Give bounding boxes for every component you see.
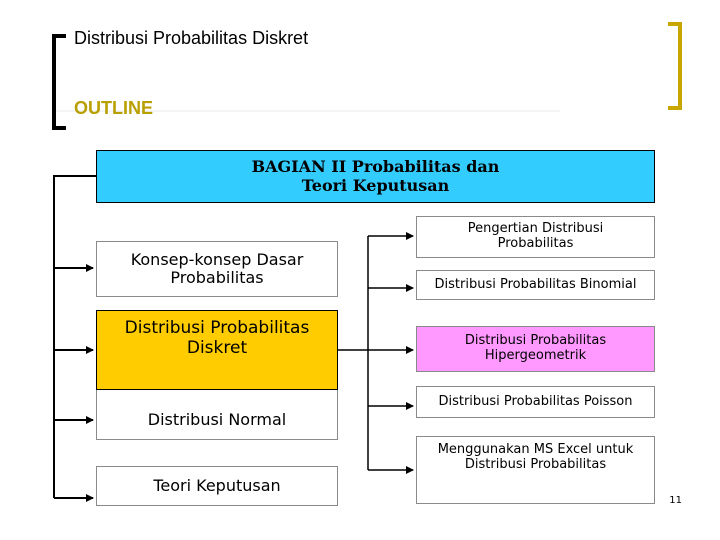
right-bracket <box>668 24 680 108</box>
box-normal-label: Distribusi Normal <box>147 409 287 429</box>
box-konsep-line1: Konsep-konsep Dasar <box>130 249 304 269</box>
box-excel <box>416 436 655 504</box>
box-konsep-dasar <box>96 241 338 297</box>
left-bracket <box>54 36 66 128</box>
box-poisson <box>416 386 655 418</box>
box-pengertian <box>416 216 655 258</box>
box-excel-line2: Distribusi Probabilitas <box>464 456 607 472</box>
box-poisson-label: Distribusi Probabilitas Poisson <box>438 393 633 409</box>
box-distribusi-normal <box>96 390 338 440</box>
box-hipergeometrik <box>416 326 655 372</box>
left-connector-line <box>54 176 96 498</box>
box-binomial-label: Distribusi Probabilitas Binomial <box>434 276 637 292</box>
box-distribusi-diskret <box>96 310 338 390</box>
box-excel-line1: Menggunakan MS Excel untuk <box>437 442 634 457</box>
box-diskret-line2: Diskret <box>186 338 248 358</box>
box-pengertian-line1: Pengertian Distribusi <box>467 221 604 237</box>
box-keputusan-label: Teori Keputusan <box>153 475 281 495</box>
box-pengertian-line2: Probabilitas <box>497 236 574 251</box>
box-binomial <box>416 270 655 300</box>
box-konsep-line2: Probabilitas <box>170 268 264 287</box>
box-diskret-line1: Distribusi Probabilitas <box>124 318 310 339</box>
page-number: 11 <box>669 495 682 506</box>
slide-title: Distribusi Probabilitas Diskret <box>74 28 309 48</box>
box-hiper-line2: Hipergeometrik <box>484 348 587 363</box>
box-hiper-line1: Distribusi Probabilitas <box>464 333 607 349</box>
box-teori-keputusan <box>96 466 338 506</box>
main-box-line1: BAGIAN II Probabilitas dan <box>251 157 500 177</box>
main-box-line2: Teori Keputusan <box>301 175 450 195</box>
outline-heading: OUTLINE <box>74 98 153 118</box>
main-box <box>96 150 655 203</box>
